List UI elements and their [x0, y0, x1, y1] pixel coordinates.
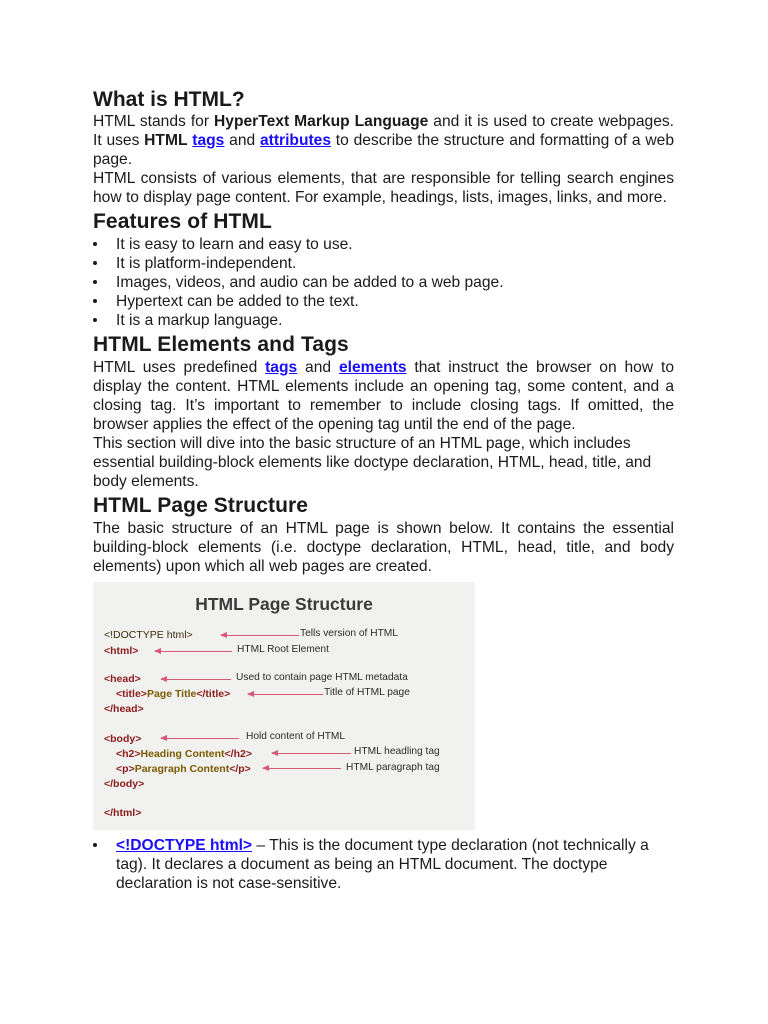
list-item: It is easy to learn and easy to use. — [93, 235, 674, 254]
bullet-icon — [93, 261, 97, 265]
list-item: It is platform-independent. — [93, 254, 674, 273]
paragraph-elements-and-tags: HTML uses predefined tags and elements that instruct the browser on how to display the content. HTML elements include an opening tag, some content, and a closing tag. It’s important to remember to include closing tags. If omitted, the browser applies the effect of the opening tag until the end of the page. — [93, 359, 674, 433]
code-doctype: <!DOCTYPE html> — [104, 629, 193, 641]
note-head: Used to contain page HTML metadata — [236, 672, 408, 683]
note-title: Title of HTML page — [324, 687, 410, 698]
list-item: Hypertext can be added to the text. — [93, 292, 674, 311]
definitions-list — [93, 836, 674, 893]
list-item: <!DOCTYPE html> – This is the document type declaration (not technically a tag). It declares a document as being an HTML document. The doctype declaration is not case-sensitive. — [93, 836, 674, 893]
code-body-close: </body> — [104, 778, 145, 790]
bullet-icon — [93, 280, 97, 284]
paragraph-page-structure: The basic structure of an HTML page is shown below. It contains the essential building-block elements (i.e. doctype declaration, HTML, head, title, and body elements) upon which all web pages are created. — [93, 520, 674, 575]
heading-page-structure: HTML Page Structure — [93, 494, 309, 517]
bullet-icon — [93, 318, 97, 322]
features-list — [93, 235, 674, 330]
heading-features-of-html: Features of HTML — [93, 210, 272, 233]
paragraph-section-intro: This section will dive into the basic structure of an HTML page, which includes essential building-block elements like doctype declaration, HTML, head, title, and body elements. — [93, 435, 652, 490]
heading-what-is-html: What is HTML? — [93, 88, 245, 111]
code-html-open: <html> — [104, 645, 139, 657]
link-tags[interactable]: tags — [192, 132, 225, 149]
diagram-title: HTML Page Structure — [195, 594, 373, 614]
code-body-open: <body> — [104, 733, 142, 745]
arrow-icon — [161, 738, 239, 739]
bullet-icon — [93, 299, 97, 303]
paragraph-html-definition: HTML stands for HyperText Markup Language and it is used to create webpages. It uses HTML tags and attributes to describe the structure and formatting of a web page. — [93, 113, 674, 168]
bullet-icon — [93, 843, 97, 847]
code-title-line: <title>Page Title</title> — [116, 688, 231, 700]
code-html-close: </html> — [104, 807, 142, 819]
code-p-line: <p>Paragraph Content</p> — [116, 763, 251, 775]
paragraph-html-elements: HTML consists of various elements, that are responsible for telling search engines how to display page content. For example, headings, lists, images, links, and more. — [93, 170, 674, 206]
arrow-icon — [272, 753, 351, 754]
link-attributes[interactable]: attributes — [259, 132, 332, 149]
code-head-close: </head> — [104, 703, 144, 715]
arrow-icon — [248, 694, 323, 695]
note-p: HTML paragraph tag — [346, 762, 440, 773]
link-doctype[interactable]: <!DOCTYPE html> — [116, 837, 253, 854]
article — [93, 88, 674, 893]
code-head-open: <head> — [104, 673, 141, 685]
note-h2: HTML headling tag — [354, 746, 440, 757]
arrow-icon — [161, 679, 231, 680]
bullet-icon — [93, 242, 97, 246]
note-html: HTML Root Element — [237, 644, 329, 655]
heading-elements-and-tags: HTML Elements and Tags — [93, 333, 349, 356]
arrow-icon — [263, 768, 341, 769]
note-body: Hold content of HTML — [246, 731, 346, 742]
term-hypertext-markup-language: HyperText Markup Language — [214, 113, 429, 130]
arrow-icon — [155, 651, 232, 652]
code-h2-line: <h2>Heading Content</h2> — [116, 748, 252, 760]
arrow-icon — [221, 635, 299, 636]
list-item: It is a markup language. — [93, 311, 674, 330]
list-item: Images, videos, and audio can be added to a web page. — [93, 273, 674, 292]
link-elements[interactable]: elements — [338, 359, 407, 376]
link-tags-2[interactable]: tags — [265, 359, 298, 376]
note-doctype: Tells version of HTML — [300, 628, 398, 639]
html-structure-diagram — [93, 582, 475, 830]
